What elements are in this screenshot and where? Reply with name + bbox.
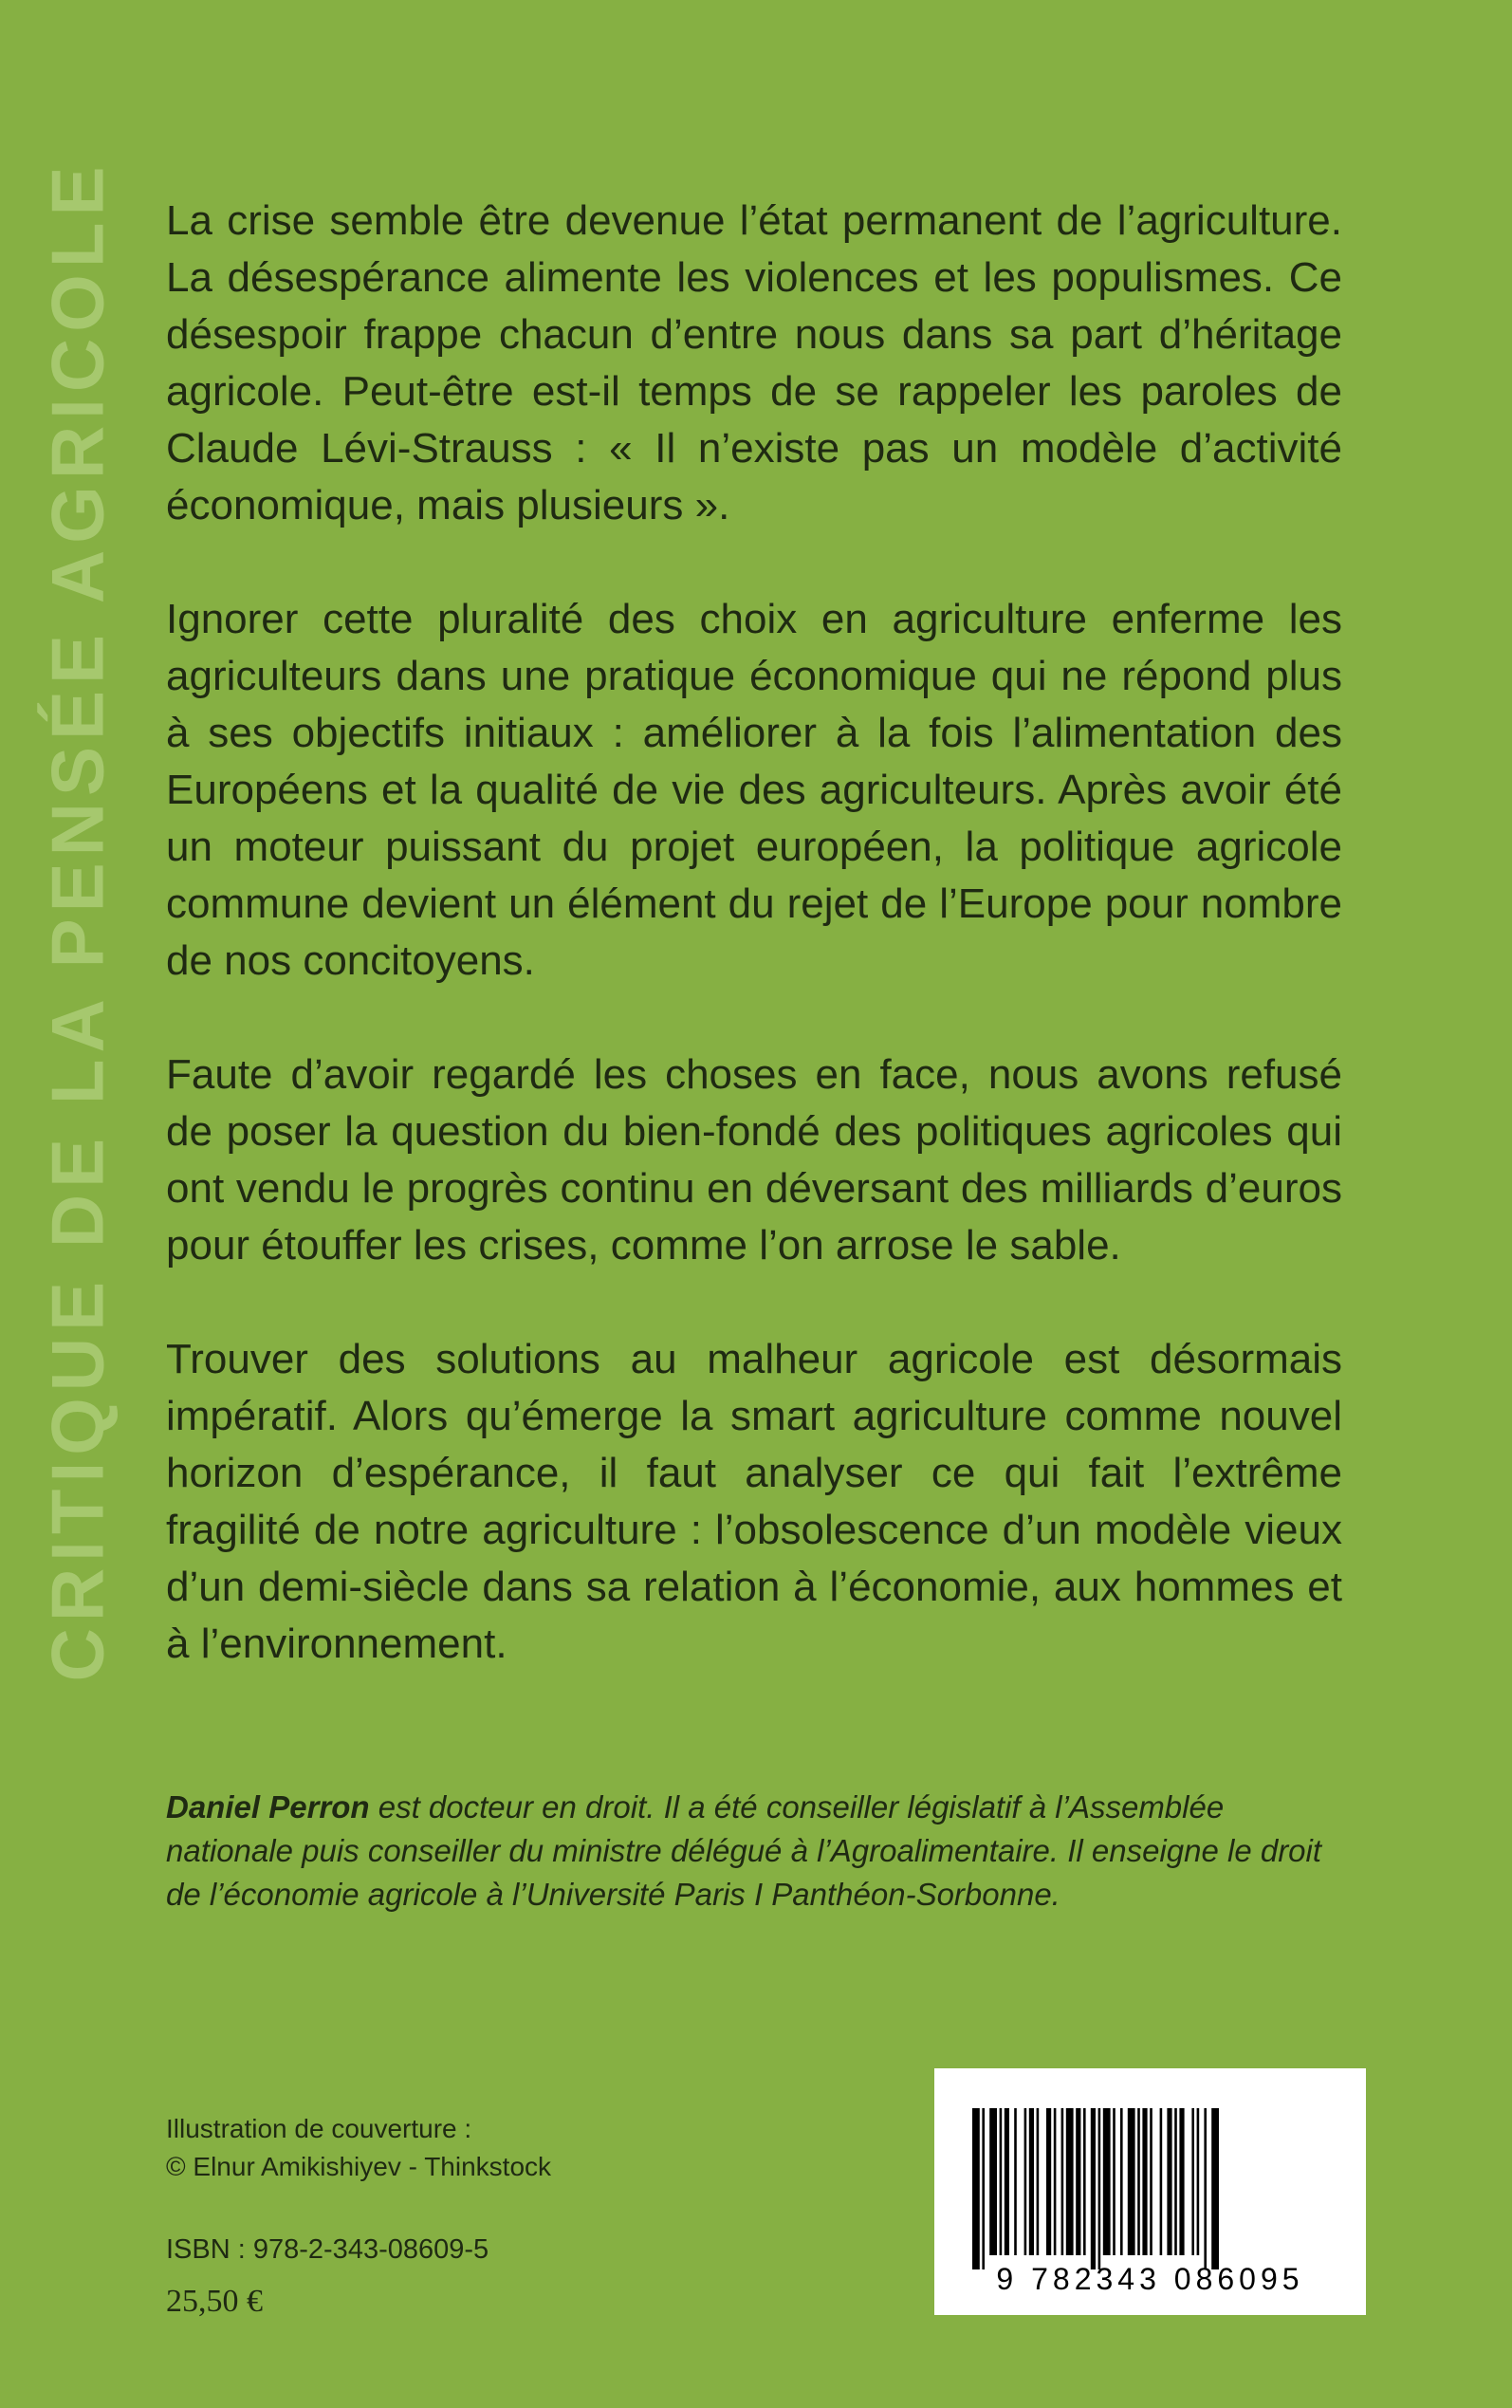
barcode [934, 2068, 1366, 2315]
barcode-bar [1120, 2108, 1123, 2255]
barcode-bar [1029, 2108, 1034, 2255]
back-cover-text [166, 193, 1342, 1730]
barcode-bar [989, 2108, 997, 2255]
barcode-bar [1024, 2108, 1027, 2255]
barcode-bar [1005, 2108, 1009, 2255]
author-name: Daniel Perron [166, 1789, 370, 1825]
paragraph-3: Faute d’avoir regardé les choses en face, nous avons refusé de poser la question du bien-fondé des politiques agricoles qui ont vendu le progrès continu en déversant des milliards d’euros pour étouffer les crises, comme l’on arrose le sable. [166, 1051, 1342, 1269]
barcode-bar [1061, 2108, 1064, 2255]
barcode-bar [1046, 2108, 1051, 2255]
barcode-bar [1091, 2108, 1096, 2269]
isbn: ISBN : 978-2-343-08609-5 [166, 2234, 489, 2265]
author-bio-text: est docteur en droit. Il a été conseiller législatif à l’Assemblée nationale puis conseiller du ministre délégué à l’Agroalimentaire. Il enseigne le droit de l’économie agricole à l’Université Paris I Panthéon-Sorbonne. [166, 1789, 1322, 1912]
barcode-bar [1037, 2108, 1040, 2255]
spine-title [21, 158, 135, 1682]
barcode-number: 9 782343 086095 [996, 2262, 1304, 2296]
barcode-bar [1167, 2108, 1171, 2255]
credit-line-2: © Elnur Amikishiyev - Thinkstock [166, 2152, 552, 2181]
barcode-bar [1160, 2108, 1163, 2255]
barcode-bar [1150, 2108, 1152, 2255]
spine-title-text: CRITIQUE DE LA PENSÉE AGRICOLE [35, 158, 120, 1682]
barcode-bar [1211, 2108, 1219, 2269]
barcode-bar [1076, 2108, 1080, 2255]
barcode-bar [1191, 2108, 1194, 2255]
barcode-bar [1204, 2108, 1207, 2269]
paragraph-4: Trouver des solutions au malheur agricole est désormais impératif. Alors qu’émerge la smart agriculture comme nouvel horizon d’espérance, il faut analyser ce qui fait l’extrême fragilité de notre agriculture : l’obsolescence d’un modèle vieux d’un demi-siècle dans sa relation à l’économie, aux hommes et à l’environnement. [166, 1336, 1342, 1667]
barcode-bar [1113, 2108, 1116, 2255]
price: 25,50 € [166, 2284, 263, 2319]
barcode-bar [1179, 2108, 1184, 2255]
barcode-bar [1000, 2108, 1003, 2255]
barcode-bar [1137, 2108, 1140, 2255]
barcode-bar [1054, 2108, 1057, 2255]
barcode-bar [1128, 2108, 1135, 2255]
barcode-bar [1083, 2108, 1086, 2255]
barcode-bar [1103, 2108, 1111, 2255]
paragraph-2: Ignorer cette pluralité des choix en agriculture enferme les agriculteurs dans une pratique économique qui ne répond plus à ses objectifs initiaux : améliorer à la fois l’alimentation des Européens et la qualité de vie des agriculteurs. Après avoir été un moteur puissant du projet européen, la politique agricole commune devient un élément du rejet de l’Europe pour nombre de nos concitoyens. [166, 596, 1342, 984]
barcode-bar [972, 2108, 980, 2269]
author-bio [166, 1786, 1342, 1917]
barcode-bar [1098, 2108, 1101, 2269]
barcode-bar [1066, 2108, 1074, 2255]
barcode-bar [1014, 2108, 1017, 2255]
barcode-bar [982, 2108, 985, 2269]
illustration-credit [166, 2110, 551, 2186]
barcode-bar [1197, 2108, 1200, 2255]
barcode-bar [1142, 2108, 1147, 2255]
barcode-bar [1174, 2108, 1177, 2255]
credit-line-1: Illustration de couverture : [166, 2114, 472, 2143]
paragraph-1: La crise semble être devenue l’état permanent de l’agriculture. La désespérance alimente les violences et les populismes. Ce désespoir frappe chacun d’entre nous dans sa part d’héritage agricole. Peut-être est-il temps de se rappeler les paroles de Claude Lévi-Strauss : « Il n’existe pas un modèle d’activité économique, mais plusieurs ». [166, 197, 1342, 528]
